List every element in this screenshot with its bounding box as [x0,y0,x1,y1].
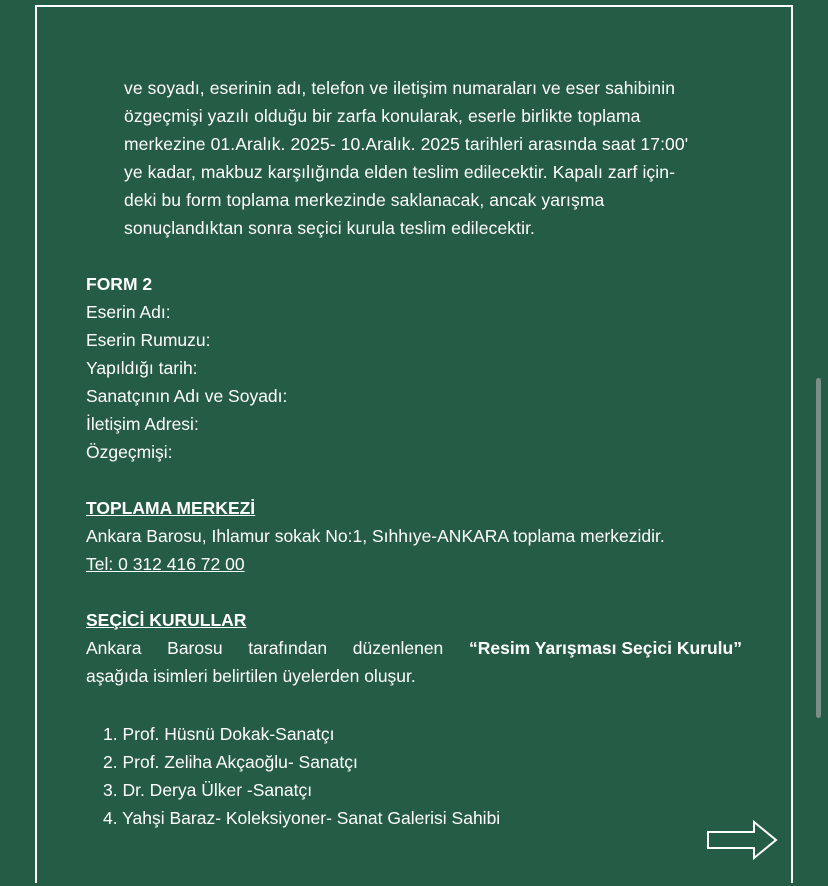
form2-section [86,270,287,466]
jury-description-line2: aşağıda isimleri belirtilen üyelerden oluşur. [86,666,416,686]
collection-section [86,494,665,578]
intro-line: özgeçmişi yazılı olduğu bir zarfa konularak, eserle birlikte toplama [124,106,641,126]
intro-line: ve soyadı, eserinin adı, telefon ve iletişim numaraları ve eser sahibinin [124,78,676,98]
jury-word: Ankara [86,638,142,658]
jury-section [86,606,742,690]
intro-line: sonuçlandıktan sonra seçici kurula teslim edilecektir. [124,218,536,238]
intro-line: merkezine 01.Aralık. 2025- 10.Aralık. 2025 tarihleri arasında saat 17:00' [124,134,689,154]
list-item: 1. Prof. Hüsnü Dokak-Sanatçı [103,724,335,744]
form-field-label: Özgeçmişi: [86,442,173,462]
collection-address: Ankara Barosu, Ihlamur sokak No:1, Sıhhıye-ANKARA toplama merkezidir. [86,526,665,546]
jury-word: düzenlenen [352,638,444,658]
intro-paragraph [124,74,688,242]
list-item: 2. Prof. Zeliha Akçaoğlu- Sanatçı [103,752,358,772]
list-item: 3. Dr. Derya Ülker -Sanatçı [103,780,313,800]
form-field-label: Eserin Rumuzu: [86,330,211,350]
form-field-label: Sanatçının Adı ve Soyadı: [86,386,288,406]
jury-word: tarafından [248,638,328,658]
jury-description-line [86,634,742,662]
form-field-label: Eserin Adı: [86,302,171,322]
right-arrow-icon[interactable] [704,818,780,862]
jury-word: Barosu [167,638,223,658]
jury-members-list [103,720,500,832]
form-field-label: Yapıldığı tarih: [86,358,198,378]
form2-title: FORM 2 [86,274,153,294]
form-field-label: İletişim Adresi: [86,414,199,434]
phone-link[interactable]: Tel: 0 312 416 72 00 [86,554,245,574]
intro-line: deki bu form toplama merkezinde saklanacak, ancak yarışma [124,190,605,210]
jury-title: SEÇİCİ KURULLAR [86,610,247,630]
collection-title: TOPLAMA MERKEZİ [86,498,256,518]
list-item: 4. Yahşi Baraz- Koleksiyoner- Sanat Galerisi Sahibi [103,808,501,828]
scrollbar[interactable] [816,378,821,718]
jury-name-bold: “Resim Yarışması Seçici Kurulu” [468,638,742,658]
intro-line: ye kadar, makbuz karşılığında elden teslim edilecektir. Kapalı zarf için- [124,162,676,182]
